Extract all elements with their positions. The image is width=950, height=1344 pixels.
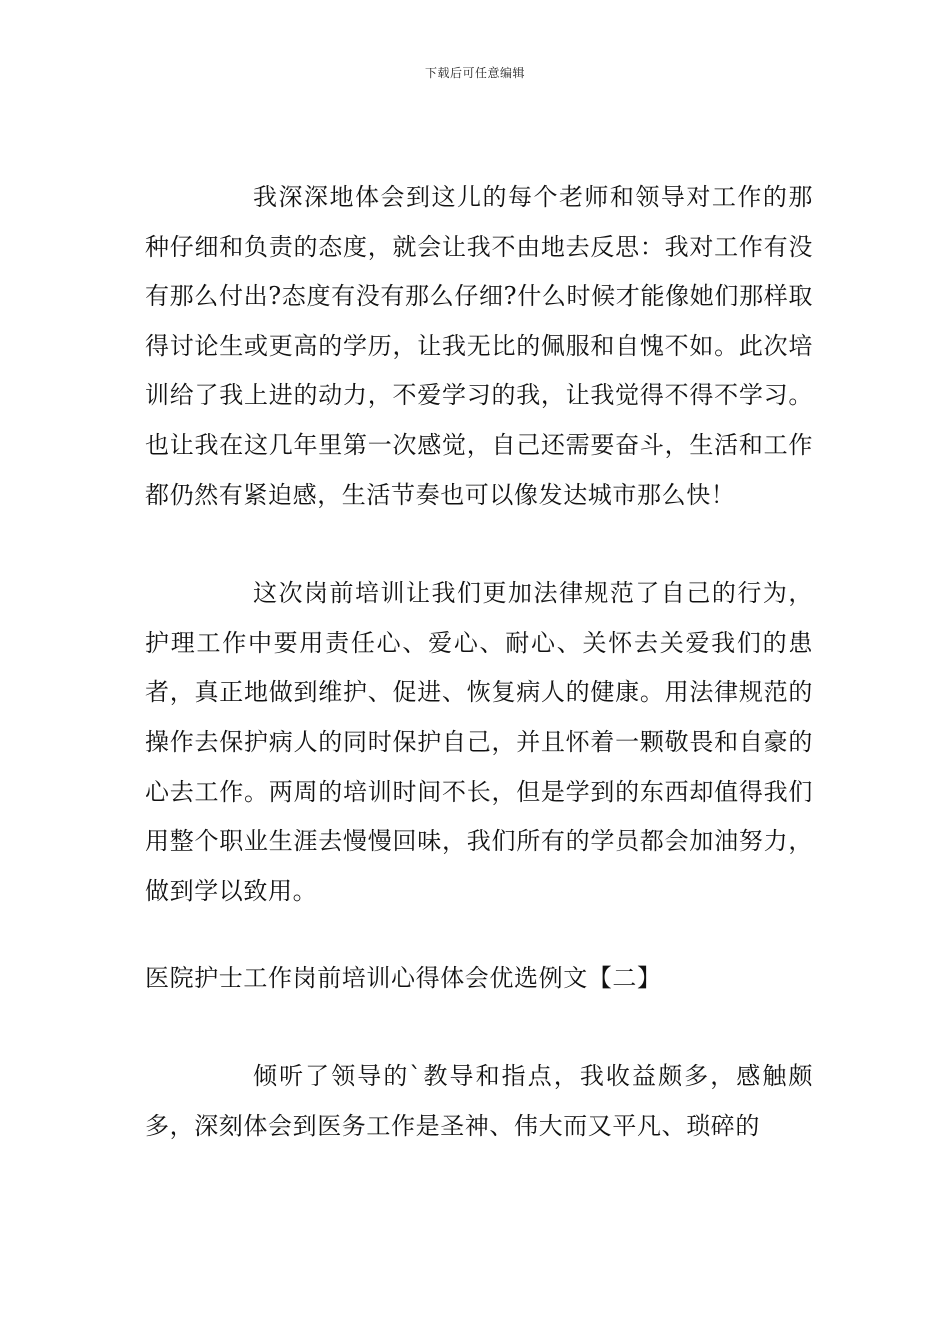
page-header: 下载后可任意编辑 xyxy=(424,66,525,80)
document-body xyxy=(145,173,813,1151)
body-paragraph-2: 这次岗前培训让我们更加法律规范了自己的行为，护理工作中要用责任心、爱心、耐心、关怀去关爱我们的患者，真正地做到维护、促进、恢复病人的健康。用法律规范的操作去保护病人的同时保护自己，并且怀着一颗敬畏和自豪的心去工作。两周的培训时间不长，但是学到的东西却值得我们用整个职业生涯去慢慢回味，我们所有的学员都会加油努力，做到学以致用。 xyxy=(145,579,813,905)
body-paragraph-3: 倾听了领导的`教导和指点，我收益颇多，感触颇多，深刻体会到医务工作是圣神、伟大而又平凡、琐碎的 xyxy=(145,1061,813,1140)
section-heading: 医院护士工作岗前培训心得体会优选例文【二】 xyxy=(145,964,662,993)
body-paragraph-1: 我深深地体会到这儿的每个老师和领导对工作的那种仔细和负责的态度，就会让我不由地去反思：我对工作有没有那么付出?态度有没有那么仔细?什么时候才能像她们那样取得讨论生或更高的学历，让我无比的佩服和自愧不如。此次培训给了我上进的动力，不爱学习的我，让我觉得不得不学习。也让我在这几年里第一次感觉，自己还需要奋斗，生活和工作都仍然有紧迫感，生活节奏也可以像发达城市那么快！ xyxy=(145,183,813,509)
